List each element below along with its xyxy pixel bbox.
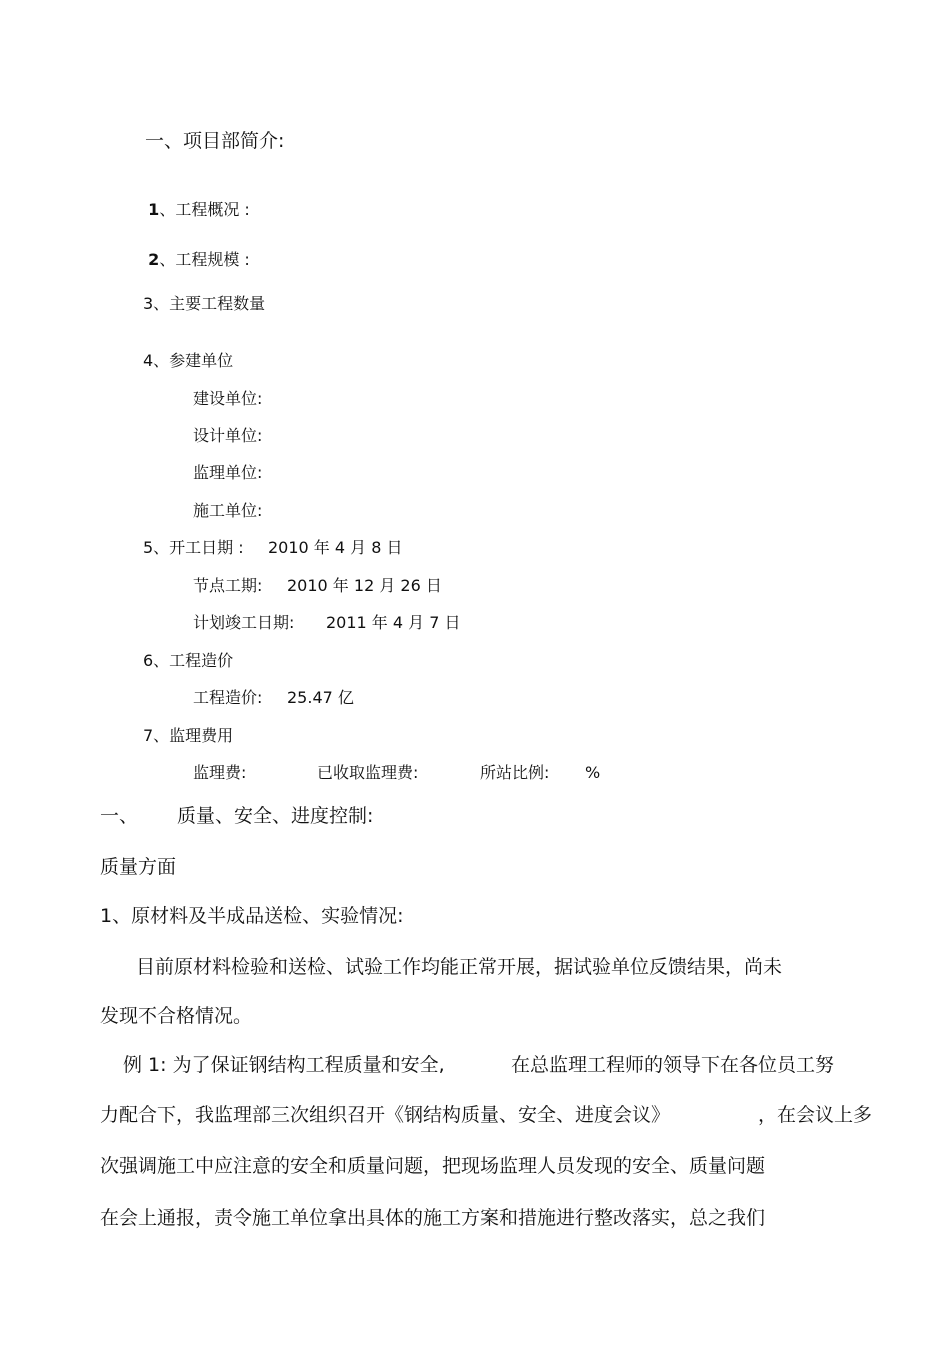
collected-fee-label: 已收取监理费: <box>317 763 419 782</box>
item-label: 、工程规模 : <box>159 250 250 269</box>
item-project-overview <box>138 186 250 218</box>
item-participating-units: 4、参建单位 <box>143 351 234 370</box>
planned-completion-label: 计划竣工日期: <box>193 613 295 632</box>
unit-design: 设计单位: <box>193 426 263 445</box>
item-material-testing: 1、原材料及半成品送检、实验情况: <box>100 905 404 927</box>
item-number: 1 <box>148 200 160 219</box>
section-heading-control: 质量、安全、进度控制: <box>177 805 374 827</box>
example-line: 在总监理工程师的领导下在各位员工努 <box>511 1054 835 1076</box>
unit-builder: 施工单位: <box>193 501 263 520</box>
paragraph-line: 目前原材料检验和送检、试验工作均能正常开展，据试验单位反馈结果，尚未 <box>136 956 783 978</box>
section-number: 一、 <box>100 805 139 827</box>
example-line: 次强调施工中应注意的安全和质量问题，把现场监理人员发现的安全、质量问题 <box>100 1155 766 1177</box>
project-cost-label: 工程造价: <box>193 688 263 707</box>
example-line: ，在会议上多 <box>758 1104 873 1126</box>
paragraph-line: 发现不合格情况。 <box>100 1005 253 1027</box>
item-supervision-fee: 7、监理费用 <box>143 726 234 745</box>
ratio-percent: % <box>585 763 601 782</box>
item-number: 2 <box>148 250 160 269</box>
planned-completion-value: 2011 年 4 月 7 日 <box>326 613 461 632</box>
unit-supervision: 监理单位: <box>193 463 263 482</box>
start-date-value: 2010 年 4 月 8 日 <box>268 538 403 557</box>
item-project-cost: 6、工程造价 <box>143 651 234 670</box>
ratio-label: 所站比例: <box>480 763 550 782</box>
project-cost-value: 25.47 亿 <box>287 688 354 707</box>
node-period-value: 2010 年 12 月 26 日 <box>287 576 442 595</box>
example-line: 例 1: 为了保证钢结构工程质量和安全, <box>123 1054 445 1076</box>
unit-construction: 建设单位: <box>193 389 263 408</box>
example-line: 力配合下，我监理部三次组织召开《钢结构质量、安全、进度会议》 <box>100 1104 671 1126</box>
quality-subheading: 质量方面 <box>100 856 177 878</box>
item-label: 、工程概况 : <box>159 200 250 219</box>
fee-label: 监理费: <box>193 763 247 782</box>
start-date-label: 5、开工日期 : <box>143 538 244 557</box>
node-period-label: 节点工期: <box>193 576 263 595</box>
section-heading-project: 一、项目部简介: <box>145 130 285 152</box>
example-line: 在会上通报，责令施工单位拿出具体的施工方案和措施进行整改落实，总之我们 <box>100 1207 766 1229</box>
item-project-scale <box>138 236 250 268</box>
item-main-quantities: 3、主要工程数量 <box>143 294 266 313</box>
